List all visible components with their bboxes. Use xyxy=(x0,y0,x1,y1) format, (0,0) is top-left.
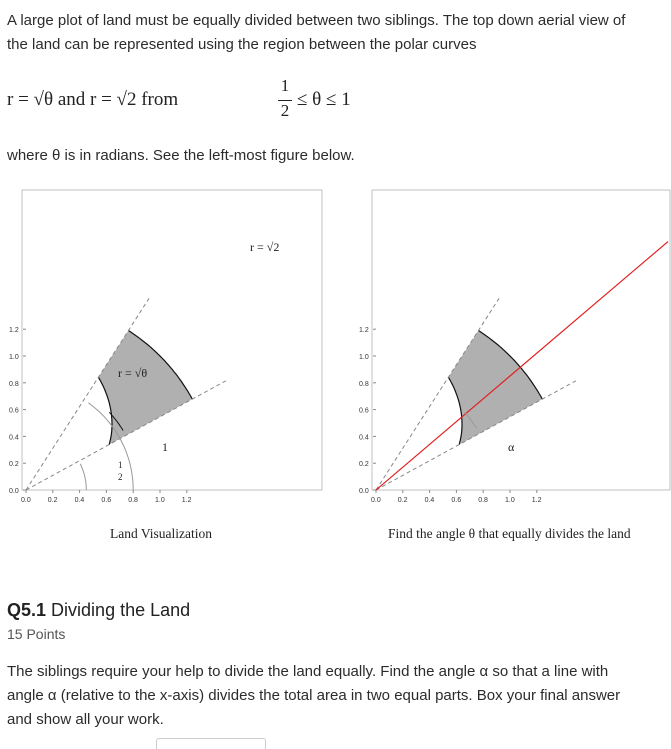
left-plot xyxy=(0,185,330,515)
x-tick-label: 0.2 xyxy=(47,497,58,504)
y-tick-label: 0.6 xyxy=(9,407,19,415)
right-plot-frame xyxy=(372,190,670,490)
x-tick-label: 0.0 xyxy=(21,497,31,504)
frac-numerator: 1 xyxy=(280,76,290,95)
math-bounds: ≤ θ ≤ 1 xyxy=(297,89,351,110)
question-number: Q5.1 xyxy=(7,600,47,620)
y-tick-label: 1.0 xyxy=(359,354,369,361)
x-tick-label: 0.2 xyxy=(397,497,408,504)
y-tick-label: 0.0 xyxy=(9,488,19,495)
y-tick-label: 0.4 xyxy=(9,434,19,442)
x-tick-label: 0.8 xyxy=(128,497,138,504)
math-curves: r = √θ and r = √2 from xyxy=(7,89,179,110)
y-tick-label: 0.0 xyxy=(359,488,369,495)
y-tick-label: 1.0 xyxy=(9,354,19,361)
label-sqrt-theta: r = √θ xyxy=(118,366,148,380)
y-tick-label: 0.8 xyxy=(9,380,19,388)
label-sqrt2: r = √2 xyxy=(250,240,280,254)
question-body-1: The siblings require your help to divide the land equally. Find the angle α so that a line with xyxy=(7,663,609,680)
y-tick-label: 1.2 xyxy=(9,327,19,335)
divider-line xyxy=(376,242,668,490)
right-plot xyxy=(350,185,671,515)
question-title xyxy=(7,600,190,621)
label-alpha: α xyxy=(508,440,515,454)
x-tick-label: 0.6 xyxy=(101,497,112,504)
frac-denominator: 2 xyxy=(280,101,290,120)
x-tick-label: 0.4 xyxy=(424,497,435,504)
label-one: 1 xyxy=(162,440,168,454)
question-body-3: and show all your work. xyxy=(7,711,164,728)
intro-line-1: A large plot of land must be equally divided between two siblings. The top down aerial view of xyxy=(7,12,626,29)
x-tick-label: 1.0 xyxy=(155,497,165,504)
x-tick-label: 0.6 xyxy=(451,497,462,504)
x-tick-label: 1.2 xyxy=(181,497,192,504)
intro-line-2: the land can be represented using the region between the polar curves xyxy=(7,36,477,53)
question-points: 15 Points xyxy=(7,626,66,642)
left-plot-frame xyxy=(22,190,322,490)
x-tick-label: 0.8 xyxy=(478,497,488,504)
x-tick-label: 0.4 xyxy=(74,497,85,504)
right-caption: Find the angle θ that equally divides the land xyxy=(388,526,631,541)
intro-line-3: where θ is in radians. See the left-most figure below. xyxy=(7,147,355,164)
y-tick-label: 0.8 xyxy=(359,380,369,388)
question-title-text: Dividing the Land xyxy=(51,600,191,620)
label-half-den: 2 xyxy=(118,472,123,482)
label-half-num: 1 xyxy=(118,460,123,470)
y-tick-label: 0.4 xyxy=(359,434,369,442)
left-caption: Land Visualization xyxy=(110,526,213,541)
arc-arrow-half xyxy=(80,464,86,490)
x-tick-label: 1.2 xyxy=(531,497,542,504)
answer-input-box[interactable] xyxy=(156,738,266,749)
x-tick-label: 0.0 xyxy=(371,497,381,504)
y-tick-label: 0.2 xyxy=(359,461,369,469)
y-tick-label: 0.2 xyxy=(9,461,19,469)
y-tick-label: 1.2 xyxy=(359,327,369,335)
question-body-2: angle α (relative to the x-axis) divides the total area in two equal parts. Box your final answer xyxy=(7,687,621,704)
y-tick-label: 0.6 xyxy=(359,407,369,415)
x-tick-label: 1.0 xyxy=(505,497,515,504)
